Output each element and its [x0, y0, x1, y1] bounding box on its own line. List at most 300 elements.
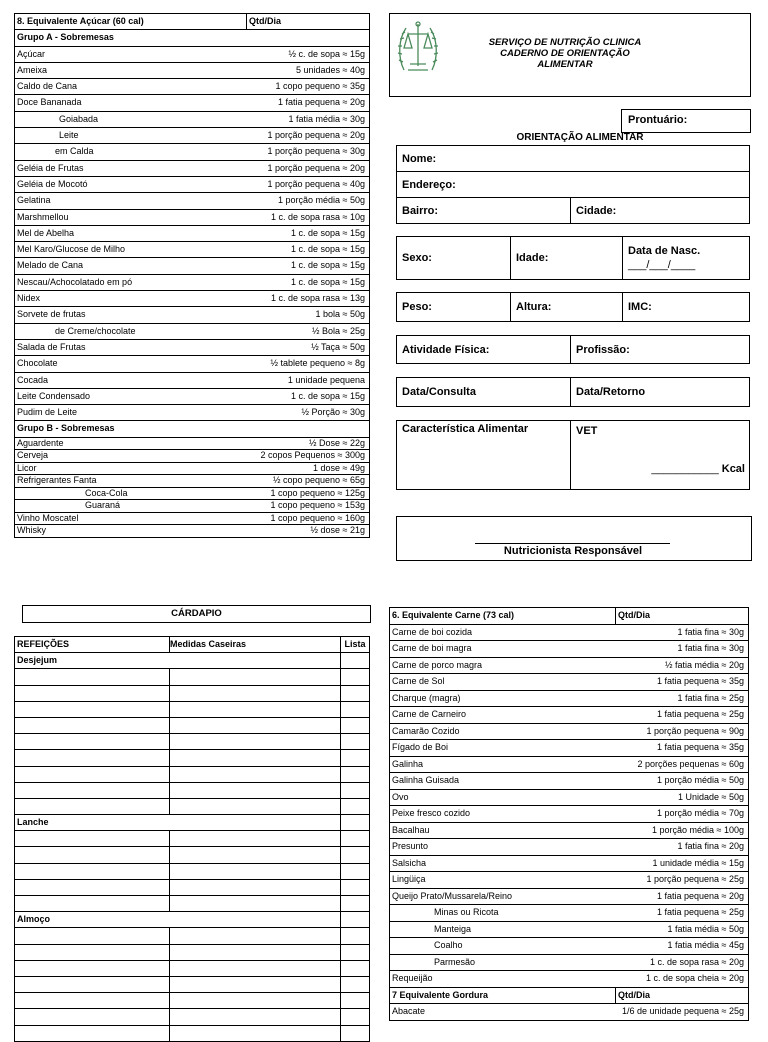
food-quantity: ½ fatia média ≈ 20g [616, 657, 749, 674]
food-quantity: 1 bola ≈ 50g [247, 307, 370, 323]
list-cell[interactable] [341, 960, 370, 976]
meal-cell[interactable] [15, 831, 170, 847]
food-quantity: 1 porção pequena ≈ 20g [247, 128, 370, 144]
table-row [15, 95, 370, 111]
table-row [15, 487, 370, 500]
table-row [15, 475, 370, 488]
qty-header: Qtd/Dia [616, 987, 749, 1004]
food-name: Gelatina [15, 193, 247, 209]
measure-cell[interactable] [170, 766, 341, 782]
food-name: Bacalhau [390, 822, 616, 839]
measure-cell[interactable] [170, 717, 341, 733]
food-quantity: 1 unidade pequena [247, 372, 370, 388]
table-row [15, 307, 370, 323]
profession-field[interactable]: Profissão: [571, 336, 750, 364]
food-name: Galinha Guisada [390, 773, 616, 790]
table-row [15, 144, 370, 160]
meal-label: Almoço [15, 912, 341, 928]
consultation-date-field[interactable]: Data/Consulta [397, 378, 571, 407]
menu-title: CÁRDAPIO [22, 605, 371, 623]
food-name: Cocada [15, 372, 247, 388]
list-cell[interactable] [341, 734, 370, 750]
table-row [15, 450, 370, 463]
table-row [390, 822, 749, 839]
table-row [390, 624, 749, 641]
table-row [15, 160, 370, 176]
food-quantity: 1 fatia fina ≈ 25g [616, 690, 749, 707]
physical-activity-field[interactable]: Atividade Física: [397, 336, 571, 364]
list-cell[interactable] [341, 863, 370, 879]
food-name: Coalho [390, 938, 616, 955]
food-quantity: 1 porção média ≈ 100g [616, 822, 749, 839]
food-name: Abacate [390, 1004, 616, 1021]
meal-cell[interactable] [15, 977, 170, 993]
list-cell[interactable] [341, 944, 370, 960]
list-cell[interactable] [341, 815, 370, 831]
table-row [390, 723, 749, 740]
measure-cell[interactable] [170, 734, 341, 750]
meal-cell[interactable] [15, 669, 170, 685]
table-row [390, 773, 749, 790]
meal-row[interactable] [15, 977, 370, 993]
service-title-line2: CADERNO DE ORIENTAÇÃO [500, 48, 630, 59]
meal-section-desjejum[interactable] [15, 653, 370, 669]
meal-cell[interactable] [15, 1025, 170, 1041]
list-header: Lista [341, 637, 370, 653]
table-row [390, 855, 749, 872]
measure-cell[interactable] [170, 685, 341, 701]
meal-cell[interactable] [15, 766, 170, 782]
food-name: Salada de Frutas [15, 339, 247, 355]
measure-cell[interactable] [170, 863, 341, 879]
address-field[interactable]: Endereço: [397, 172, 750, 198]
nutrition-service-logo [396, 18, 440, 81]
name-field[interactable]: Nome: [397, 146, 750, 172]
table-row [15, 525, 370, 538]
table-row [390, 905, 749, 922]
food-quantity: ½ Taça ≈ 50g [247, 339, 370, 355]
meal-row[interactable] [15, 669, 370, 685]
food-name: Goiabada [15, 111, 247, 127]
food-name: Chocolate [15, 356, 247, 372]
neighborhood-field[interactable]: Bairro: [397, 198, 571, 224]
service-title [440, 37, 690, 70]
table-row [390, 954, 749, 971]
food-quantity: 1 fatia pequena ≈ 35g [616, 674, 749, 691]
list-cell[interactable] [341, 717, 370, 733]
food-quantity: 1 fatia fina ≈ 30g [616, 641, 749, 658]
table-row [15, 225, 370, 241]
food-quantity: ½ tablete pequeno ≈ 8g [247, 356, 370, 372]
food-name: Açúcar [15, 46, 247, 62]
qty-header: Qtd/Dia [616, 608, 749, 625]
meal-plan-table [14, 636, 370, 1042]
food-name: Vinho Moscatel [15, 512, 247, 525]
list-cell[interactable] [341, 653, 370, 669]
food-quantity: 1 porção média ≈ 50g [247, 193, 370, 209]
food-quantity: 1 c. de sopa rasa ≈ 20g [616, 954, 749, 971]
food-quantity: ½ Porção ≈ 30g [247, 405, 370, 421]
food-name: Mel Karo/Glucose de Milho [15, 242, 247, 258]
table-row [390, 1004, 749, 1021]
food-name: Licor [15, 462, 247, 475]
food-name: em Calda [15, 144, 247, 160]
food-quantity: ½ c. de sopa ≈ 15g [247, 46, 370, 62]
food-name: Guaraná [15, 500, 247, 513]
table-row [390, 839, 749, 856]
food-name: Whisky [15, 525, 247, 538]
meal-label: Lanche [15, 815, 341, 831]
diet-characteristic-field[interactable]: Característica Alimentar [397, 421, 571, 490]
table-row [15, 323, 370, 339]
meal-cell[interactable] [15, 734, 170, 750]
table-row [15, 209, 370, 225]
table-row [390, 971, 749, 988]
food-name: Sorvete de frutas [15, 307, 247, 323]
food-quantity: 1 dose ≈ 49g [247, 462, 370, 475]
birthdate-field[interactable]: Data de Nasc. ___/___/____ [623, 237, 750, 280]
measure-cell[interactable] [170, 960, 341, 976]
table-row [15, 274, 370, 290]
meal-row[interactable] [15, 685, 370, 701]
table-row [15, 512, 370, 525]
meal-cell[interactable] [15, 960, 170, 976]
table-row [15, 79, 370, 95]
food-quantity: 1/6 de unidade pequena ≈ 25g [616, 1004, 749, 1021]
meal-section-lanche[interactable] [15, 815, 370, 831]
list-cell[interactable] [341, 896, 370, 912]
food-name: Mel de Abelha [15, 225, 247, 241]
demographics-block [396, 236, 750, 280]
meal-row[interactable] [15, 798, 370, 814]
food-quantity: 1 porção média ≈ 70g [616, 806, 749, 823]
meal-row[interactable] [15, 928, 370, 944]
meal-cell[interactable] [15, 717, 170, 733]
food-quantity: ½ dose ≈ 21g [247, 525, 370, 538]
group-b-heading: Grupo B - Sobremesas [15, 421, 370, 437]
food-name: Refrigerantes Fanta [15, 475, 247, 488]
food-name: Marshmellou [15, 209, 247, 225]
table-row [15, 500, 370, 513]
meal-cell[interactable] [15, 1009, 170, 1025]
meal-cell[interactable] [15, 798, 170, 814]
meal-cell[interactable] [15, 879, 170, 895]
food-quantity: 1 c. de sopa ≈ 15g [247, 258, 370, 274]
table-row [15, 193, 370, 209]
food-quantity: 1 fatia fina ≈ 20g [616, 839, 749, 856]
food-name: Coca-Cola [15, 487, 247, 500]
meal-row[interactable] [15, 831, 370, 847]
table-row [390, 674, 749, 691]
group-b-row [15, 421, 370, 437]
meal-row[interactable] [15, 847, 370, 863]
meal-row[interactable] [15, 782, 370, 798]
measure-cell[interactable] [170, 782, 341, 798]
measure-cell[interactable] [170, 798, 341, 814]
food-name: Minas ou Ricota [390, 905, 616, 922]
age-field[interactable]: Idade: [511, 237, 623, 280]
food-quantity: 1 fatia pequena ≈ 25g [616, 707, 749, 724]
food-quantity: 1 fatia pequena ≈ 20g [247, 95, 370, 111]
food-name: Melado de Cana [15, 258, 247, 274]
orientacao-heading: ORIENTAÇÃO ALIMENTAR [516, 132, 644, 143]
food-name: Carne de porco magra [390, 657, 616, 674]
meal-row[interactable] [15, 717, 370, 733]
list-cell[interactable] [341, 879, 370, 895]
food-name: Ovo [390, 789, 616, 806]
list-cell[interactable] [341, 912, 370, 928]
food-quantity: 1 c. de sopa ≈ 15g [247, 274, 370, 290]
birthdate-blank: ___/___/____ [628, 259, 696, 271]
food-name: Nescau/Achocolatado em pó [15, 274, 247, 290]
food-quantity: 1 porção pequena ≈ 90g [616, 723, 749, 740]
food-name: Peixe fresco cozido [390, 806, 616, 823]
prontuario-field[interactable] [621, 109, 751, 133]
food-quantity: 1 fatia média ≈ 45g [616, 938, 749, 955]
table-row [15, 258, 370, 274]
table-row [15, 372, 370, 388]
food-name: Charque (magra) [390, 690, 616, 707]
food-name: Galinha [390, 756, 616, 773]
measure-cell[interactable] [170, 750, 341, 766]
food-name: Carne de Carneiro [390, 707, 616, 724]
food-quantity: 1 c. de sopa cheia ≈ 20g [616, 971, 749, 988]
table-row [390, 888, 749, 905]
kcal-blank: ___________ [651, 463, 719, 475]
table-row [15, 356, 370, 372]
food-quantity: ½ Dose ≈ 22g [247, 437, 370, 450]
food-quantity: 1 copo pequeno ≈ 160g [247, 512, 370, 525]
food-quantity: 1 copo pequeno ≈ 125g [247, 487, 370, 500]
meal-row[interactable] [15, 993, 370, 1009]
meal-cell[interactable] [15, 944, 170, 960]
height-field[interactable]: Altura: [511, 293, 623, 322]
meal-label: Desjejum [15, 653, 341, 669]
measure-cell[interactable] [170, 977, 341, 993]
table-title: 6. Equivalente Carne (73 cal) [392, 610, 515, 620]
meal-cell[interactable] [15, 896, 170, 912]
food-quantity: 1 fatia fina ≈ 30g [616, 624, 749, 641]
activity-block [396, 335, 750, 364]
measure-cell[interactable] [170, 831, 341, 847]
table-row [15, 339, 370, 355]
table-row [15, 176, 370, 192]
food-quantity: 1 porção pequena ≈ 30g [247, 144, 370, 160]
food-quantity: 2 porções pequenas ≈ 60g [616, 756, 749, 773]
food-name: Aguardente [15, 437, 247, 450]
measure-cell[interactable] [170, 701, 341, 717]
measure-cell[interactable] [170, 993, 341, 1009]
vet-field[interactable]: VET ___________ Kcal [571, 421, 750, 490]
food-name: Leite [15, 128, 247, 144]
patient-address-block [396, 145, 750, 224]
nutritionist-label: Nutricionista Responsável [503, 545, 643, 557]
table-row [15, 111, 370, 127]
measure-cell[interactable] [170, 879, 341, 895]
measure-cell[interactable] [170, 847, 341, 863]
measure-cell[interactable] [170, 944, 341, 960]
list-cell[interactable] [341, 847, 370, 863]
food-quantity: 1 c. de sopa ≈ 15g [247, 388, 370, 404]
list-cell[interactable] [341, 928, 370, 944]
meal-cell[interactable] [15, 782, 170, 798]
table-row [15, 62, 370, 78]
table-row [15, 128, 370, 144]
list-cell[interactable] [341, 798, 370, 814]
food-quantity: 1 Unidade ≈ 50g [616, 789, 749, 806]
table-row [15, 242, 370, 258]
food-name: de Creme/chocolate [15, 323, 247, 339]
food-name: Nidex [15, 291, 247, 307]
meals-header: REFEIÇÕES [15, 637, 170, 653]
table-row [390, 690, 749, 707]
list-cell[interactable] [341, 977, 370, 993]
table-row [390, 641, 749, 658]
list-cell[interactable] [341, 701, 370, 717]
table-row [390, 740, 749, 757]
meal-row[interactable] [15, 944, 370, 960]
food-name: Cerveja [15, 450, 247, 463]
table-row [15, 388, 370, 404]
measures-header: Medidas Caseiras [170, 637, 341, 653]
meal-section-almoco[interactable] [15, 912, 370, 928]
food-name: Presunto [390, 839, 616, 856]
food-name: Salsicha [390, 855, 616, 872]
table-row [15, 46, 370, 62]
meal-cell[interactable] [15, 993, 170, 1009]
meal-row[interactable] [15, 1025, 370, 1041]
food-quantity: 1 copo pequeno ≈ 35g [247, 79, 370, 95]
table-row [390, 707, 749, 724]
measure-cell[interactable] [170, 928, 341, 944]
table-row [15, 291, 370, 307]
measure-cell[interactable] [170, 669, 341, 685]
table-row [390, 938, 749, 955]
food-name: Pudim de Leite [15, 405, 247, 421]
measure-cell[interactable] [170, 1025, 341, 1041]
list-cell[interactable] [341, 669, 370, 685]
table-row [15, 462, 370, 475]
food-name: Doce Bananada [15, 95, 247, 111]
food-quantity: 1 c. de sopa rasa ≈ 10g [247, 209, 370, 225]
food-quantity: 1 fatia pequena ≈ 35g [616, 740, 749, 757]
food-quantity: 1 copo pequeno ≈ 153g [247, 500, 370, 513]
table-row [390, 789, 749, 806]
table-title: 8. Equivalente Açúcar (60 cal) [17, 16, 144, 26]
food-quantity: 5 unidades ≈ 40g [247, 62, 370, 78]
food-name: Parmesão [390, 954, 616, 971]
table-row [390, 806, 749, 823]
meat-equivalent-table [389, 607, 749, 1021]
food-name: Lingüiça [390, 872, 616, 889]
food-quantity: ½ copo pequeno ≈ 65g [247, 475, 370, 488]
food-quantity: 1 porção média ≈ 50g [616, 773, 749, 790]
meal-cell[interactable] [15, 863, 170, 879]
food-quantity: 2 copos Pequenos ≈ 300g [247, 450, 370, 463]
table-row [390, 657, 749, 674]
table-row [390, 921, 749, 938]
service-title-line3: ALIMENTAR [537, 59, 593, 70]
meal-cell[interactable] [15, 750, 170, 766]
dates-block [396, 377, 750, 407]
group-a-heading: Grupo A - Sobremesas [15, 30, 370, 46]
food-name: Leite Condensado [15, 388, 247, 404]
food-name: Carne de boi magra [390, 641, 616, 658]
meal-row[interactable] [15, 766, 370, 782]
meal-cell[interactable] [15, 685, 170, 701]
food-quantity: 1 c. de sopa ≈ 15g [247, 225, 370, 241]
table-row [15, 437, 370, 450]
food-quantity: 1 porção pequena ≈ 40g [247, 176, 370, 192]
meal-row[interactable] [15, 879, 370, 895]
measure-cell[interactable] [170, 896, 341, 912]
food-name: Camarão Cozido [390, 723, 616, 740]
meal-cell[interactable] [15, 847, 170, 863]
meal-row[interactable] [15, 863, 370, 879]
list-cell[interactable] [341, 1025, 370, 1041]
meal-cell[interactable] [15, 701, 170, 717]
food-quantity: 1 fatia pequena ≈ 20g [616, 888, 749, 905]
food-quantity: 1 c. de sopa ≈ 15g [247, 242, 370, 258]
anthropometrics-block [396, 292, 750, 322]
diet-block [396, 420, 750, 490]
food-quantity: 1 unidade média ≈ 15g [616, 855, 749, 872]
meal-row[interactable] [15, 750, 370, 766]
meal-row[interactable] [15, 701, 370, 717]
meal-row[interactable] [15, 960, 370, 976]
table-row [390, 872, 749, 889]
list-cell[interactable] [341, 831, 370, 847]
food-quantity: 1 fatia média ≈ 50g [616, 921, 749, 938]
list-cell[interactable] [341, 766, 370, 782]
table-title: 7 Equivalente Gordura [390, 987, 616, 1004]
table-row [390, 756, 749, 773]
measure-cell[interactable] [170, 1009, 341, 1025]
sugar-equivalent-table [14, 13, 370, 538]
meal-row[interactable] [15, 1009, 370, 1025]
list-cell[interactable] [341, 1009, 370, 1025]
qty-header: Qtd/Dia [247, 14, 370, 30]
list-cell[interactable] [341, 993, 370, 1009]
food-quantity: 1 porção pequena ≈ 20g [247, 160, 370, 176]
kcal-label: Kcal [721, 463, 745, 475]
food-quantity: 1 fatia pequena ≈ 25g [616, 905, 749, 922]
food-name: Carne de boi cozida [390, 624, 616, 641]
weight-field[interactable]: Peso: [397, 293, 511, 322]
return-date-field[interactable]: Data/Retorno [571, 378, 750, 407]
food-name: Geléia de Frutas [15, 160, 247, 176]
food-quantity: ½ Bola ≈ 25g [247, 323, 370, 339]
list-cell[interactable] [341, 750, 370, 766]
prontuario-label: Prontuário: [628, 114, 688, 126]
food-name: Requeijão [390, 971, 616, 988]
food-name: Queijo Prato/Mussarela/Reino [390, 888, 616, 905]
meal-row[interactable] [15, 734, 370, 750]
signature-line [475, 543, 670, 544]
sex-field[interactable]: Sexo: [397, 237, 511, 280]
service-title-line1: SERVIÇO DE NUTRIÇÃO CLINICA [488, 37, 642, 48]
food-quantity: 1 fatia média ≈ 30g [247, 111, 370, 127]
meal-cell[interactable] [15, 928, 170, 944]
meal-row[interactable] [15, 896, 370, 912]
city-field[interactable]: Cidade: [571, 198, 750, 224]
table-row [15, 405, 370, 421]
fat-equivalent-header [390, 987, 749, 1004]
bmi-field[interactable]: IMC: [623, 293, 750, 322]
list-cell[interactable] [341, 685, 370, 701]
food-name: Manteiga [390, 921, 616, 938]
list-cell[interactable] [341, 782, 370, 798]
